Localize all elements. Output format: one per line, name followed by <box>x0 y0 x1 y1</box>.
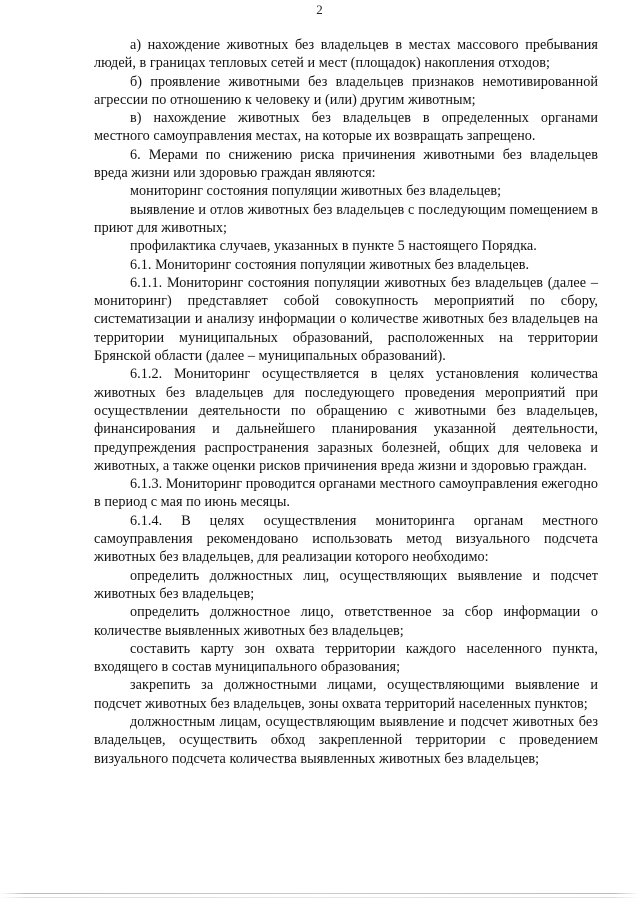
paragraph-measure-monitoring: мониторинг состояния популяции животных без владельцев; <box>130 183 502 200</box>
paragraph-item-a: а) нахождение животных без владельцев в местах массового пребывания людей, в границах тепловых сетей и мест (площадок) накопления отходов; <box>94 37 598 72</box>
page-number: 2 <box>316 2 323 17</box>
paragraph-section-6-1-4: 6.1.4. В целях осуществления мониторинга органам местного самоуправления рекомендовано использовать метод визуального подсчета животных без владельцев, для реализации которого необходимо: <box>94 512 598 566</box>
scan-edge-line <box>0 897 639 898</box>
paragraph-step-inspection: должностным лицам, осуществляющим выявление и подсчет животных без владельцев, осуществить обход закрепленной территории с проведением визуального подсчета количества выявленных животных без владельцев; <box>94 713 598 767</box>
paragraph-item-v: в) нахождение животных без владельцев в определенных органами местного самоуправления местах, на которые их возвращать запрещено. <box>94 110 598 145</box>
paragraph-section-6-1: 6.1. Мониторинг состояния популяции животных без владельцев. <box>130 256 530 273</box>
paragraph-section-6-1-3: 6.1.3. Мониторинг проводится органами местного самоуправления ежегодно в период с мая по июнь месяцы. <box>94 476 598 511</box>
paragraph-section-6: 6. Мерами по снижению риска причинения животными без владельцев вреда жизни или здоровью граждан являются: <box>94 146 598 182</box>
paragraph-step-assign-officials: определить должностных лиц, осуществляющих выявление и подсчет животных без владельцев; <box>94 567 598 602</box>
paragraph-item-b: б) проявление животными без владельцев признаков немотивированной агрессии по отношению к человеку и (или) другим животным; <box>94 73 598 108</box>
paragraph-step-coverage-map: составить карту зон охвата территории каждого населенного пункта, входящего в состав муниципального образования; <box>94 640 598 676</box>
paragraph-section-6-1-1: 6.1.1. Мониторинг состояния популяции животных без владельцев (далее – мониторинг) представляет собой совокупность мероприятий по сбору, систематизации и анализу информации о количестве животных без владельцев на территории муниципальных образований, расположенных на территории Брянской области (далее – муниципальных образований). <box>94 274 598 365</box>
paragraph-measure-capture: выявление и отлов животных без владельцев с последующим помещением в приют для животных; <box>94 201 598 236</box>
paragraph-section-6-1-2: 6.1.2. Мониторинг осуществляется в целях установления количества животных без владельцев для последующего проведения мероприятий при осуществлении деятельности по обращению с животными без владельцев, финансирования и дальнейшего планирования указанной деятельности, предупреждения распространения заразных болезней, общих для человека и животных, а также оценки рисков причинения вреда жизни и здоровью граждан. <box>94 366 598 474</box>
paragraph-step-responsible-person: определить должностное лицо, ответственное за сбор информации о количестве выявленных животных без владельцев; <box>94 604 598 639</box>
paragraph-measure-prevention: профилактика случаев, указанных в пункте 5 настоящего Порядка. <box>130 238 537 255</box>
document-body <box>94 36 598 768</box>
paragraph-step-assign-zones: закрепить за должностными лицами, осуществляющими выявление и подсчет животных без владельцев, зоны охвата территорий населенных пунктов; <box>94 677 598 712</box>
scan-edge-line <box>0 893 639 894</box>
